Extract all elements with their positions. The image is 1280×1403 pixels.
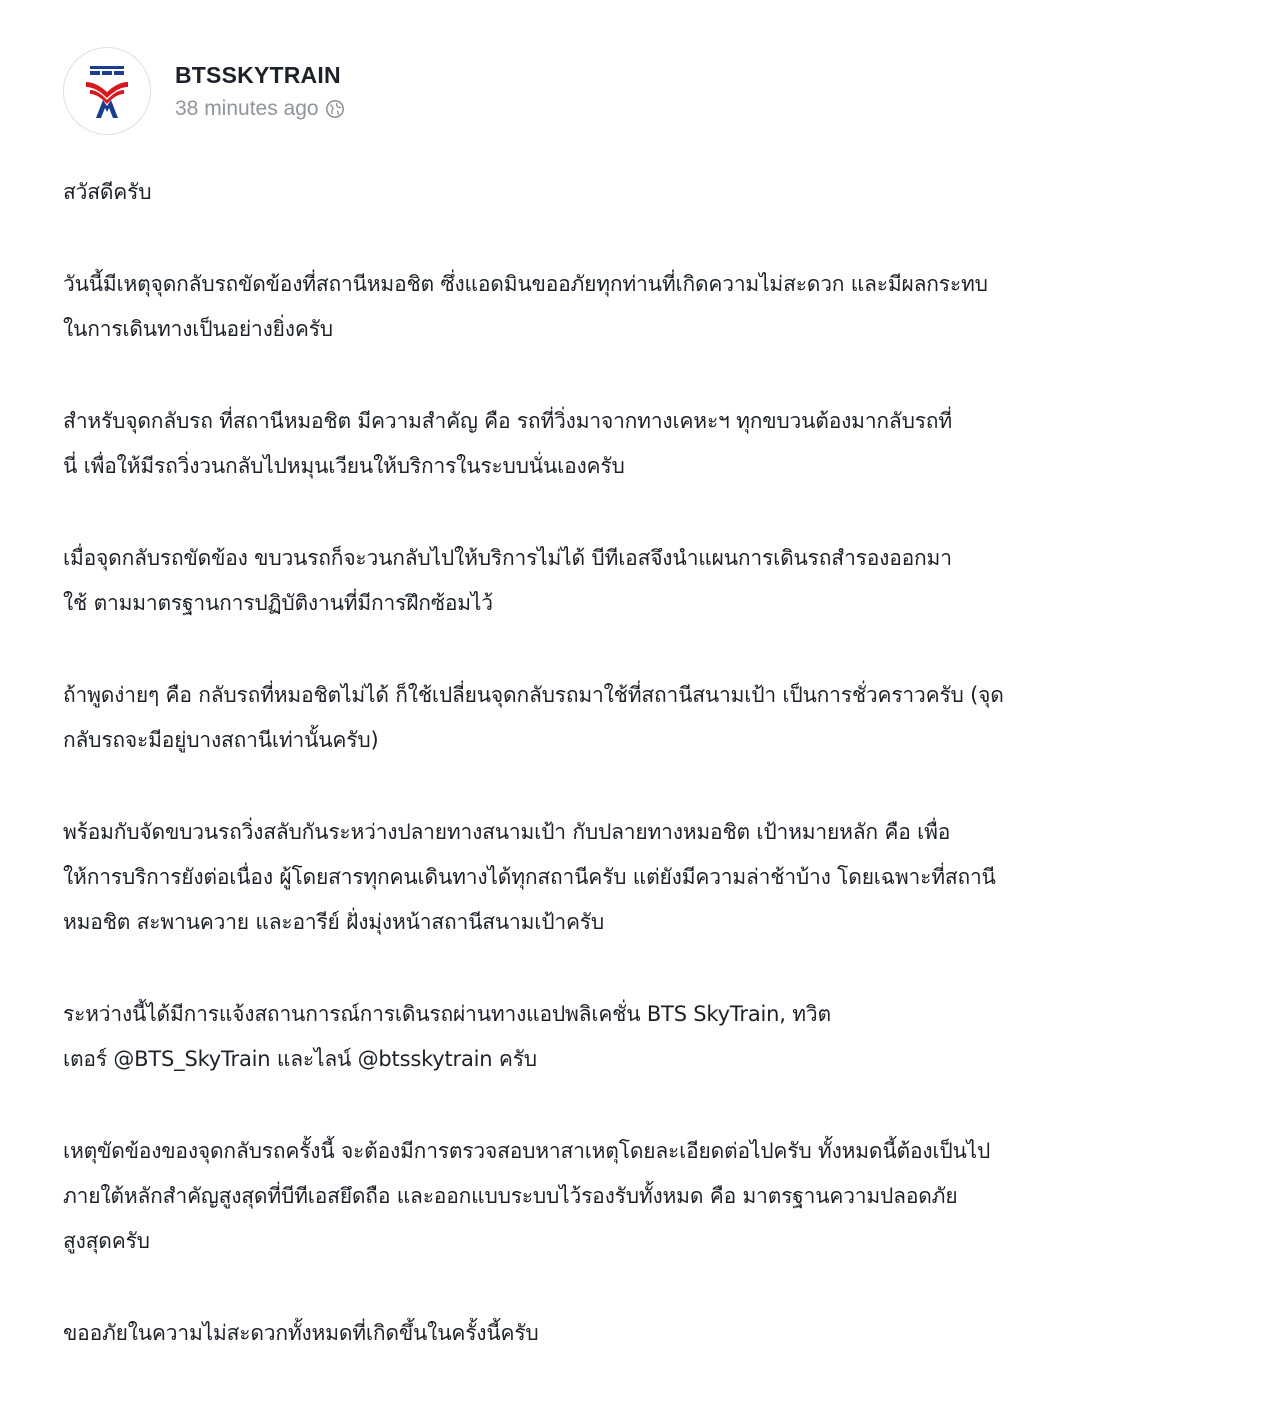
text-line: สำหรับจุดกลับรถ ที่สถานีหมอชิต มีความสำคัญ คือ รถที่วิ่งมาจากทางเคหะฯ ทุกขบวนต้องมากลับรถที่ xyxy=(63,409,952,433)
text-line: วันนี้มีเหตุจุดกลับรถขัดข้องที่สถานีหมอชิต ซึ่งแอดมินขออภัยทุกท่านที่เกิดความไม่สะดวก และมีผลกระทบ xyxy=(63,272,988,296)
bts-logo-icon xyxy=(76,60,138,122)
post-body xyxy=(63,170,1223,1403)
timestamp-link[interactable]: 38 minutes ago xyxy=(175,97,319,120)
text-line: ใช้ ตามมาตรฐานการปฏิบัติงานที่มีการฝึกซ้อมไว้ xyxy=(63,591,493,615)
paragraph xyxy=(63,536,1223,626)
text-line: เมื่อจุดกลับรถขัดข้อง ขบวนรถก็จะวนกลับไปให้บริการไม่ได้ บีทีเอสจึงนำแผนการเดินรถสำรองออกมา xyxy=(63,546,952,570)
avatar[interactable] xyxy=(63,47,151,135)
text-line: เตอร์ @BTS_SkyTrain และไลน์ @btsskytrain ครับ xyxy=(63,1047,537,1071)
page-name-link[interactable]: BTSSKYTRAIN xyxy=(175,62,341,88)
globe-icon[interactable] xyxy=(325,99,345,119)
paragraph xyxy=(63,810,1223,945)
text-line: ระหว่างนี้ได้มีการแจ้งสถานการณ์การเดินรถผ่านทางแอปพลิเคชั่น BTS SkyTrain, ทวิต xyxy=(63,1002,831,1026)
text-line: ขออภัยในความไม่สะดวกทั้งหมดที่เกิดขึ้นในครั้งนี้ครับ xyxy=(63,1321,539,1345)
text-line: สวัสดีครับ xyxy=(63,180,152,204)
text-line: ให้การบริการยังต่อเนื่อง ผู้โดยสารทุกคนเดินทางได้ทุกสถานีครับ แต่ยังมีความล่าช้าบ้าง โดยเฉพาะที่สถานี xyxy=(63,865,996,889)
text-line: หมอชิต สะพานควาย และอารีย์ ฝั่งมุ่งหน้าสถานีสนามเป้าครับ xyxy=(63,910,604,934)
post-meta xyxy=(175,60,345,122)
post-header xyxy=(63,46,345,136)
text-line: นี่ เพื่อให้มีรถวิ่งวนกลับไปหมุนเวียนให้บริการในระบบนั่นเองครับ xyxy=(63,454,625,478)
paragraph xyxy=(63,673,1223,763)
text-line: ถ้าพูดง่ายๆ คือ กลับรถที่หมอชิตไม่ได้ ก็ใช้เปลี่ยนจุดกลับรถมาใช้ที่สถานีสนามเป้า เป็นการชั่วคราวครับ (จุด xyxy=(63,683,1004,707)
text-line: ภายใต้หลักสำคัญสูงสุดที่บีทีเอสยึดถือ และออกแบบระบบไว้รองรับทั้งหมด คือ มาตรฐานความปลอดภัย xyxy=(63,1184,958,1208)
text-line: เหตุขัดข้องของจุดกลับรถครั้งนี้ จะต้องมีการตรวจสอบหาสาเหตุโดยละเอียดต่อไปครับ ทั้งหมดนี้ต้องเป็นไป xyxy=(63,1139,991,1163)
text-line: กลับรถจะมีอยู่บางสถานีเท่านั้นครับ) xyxy=(63,728,379,752)
text-line: พร้อมกับจัดขบวนรถวิ่งสลับกันระหว่างปลายทางสนามเป้า กับปลายทางหมอชิต เป้าหมายหลัก คือ เพื่อ xyxy=(63,820,951,844)
paragraph xyxy=(63,992,1223,1082)
paragraph xyxy=(63,170,1223,215)
paragraph xyxy=(63,1311,1223,1356)
paragraph xyxy=(63,1129,1223,1264)
paragraph xyxy=(63,262,1223,352)
paragraph xyxy=(63,399,1223,489)
text-line: ในการเดินทางเป็นอย่างยิ่งครับ xyxy=(63,317,333,341)
text-line: สูงสุดครับ xyxy=(63,1229,150,1253)
post-submeta xyxy=(175,96,345,122)
